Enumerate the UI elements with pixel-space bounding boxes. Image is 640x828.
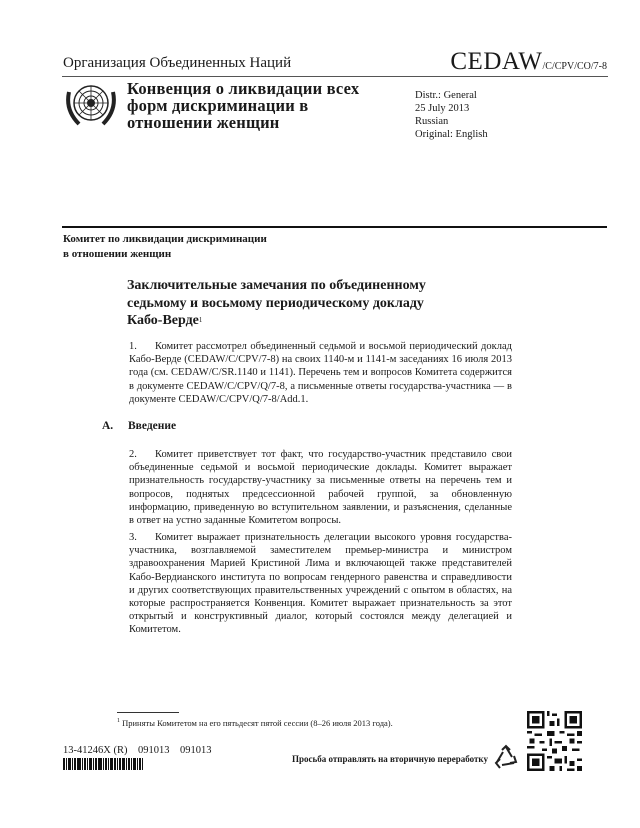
qr-code-icon <box>527 711 582 771</box>
paragraph-1 <box>129 340 512 406</box>
header-rule <box>62 76 608 77</box>
un-emblem-icon <box>63 80 119 130</box>
paragraph-text: Комитет выражает признательность делегации высокого уровня государства-участника, возглавляемой заместителем премьер-министра и министром здравоохранения Марией Кристиной Лима и включающей также представителей Кабо-Вердианского института по вопросам гендерного равенства и справедливости и других соответствующих правительственных учреждений с опытом в областях, на которые распространяется Конвенция. Комитет выражает признательность за этот открытый и конструктивный диалог, который состоялся между делегацией и Комитетом. <box>129 532 512 636</box>
convention-title <box>127 80 359 131</box>
barcode-icon <box>63 758 161 770</box>
paragraph-number: 3. <box>129 532 137 543</box>
footnote <box>117 718 393 728</box>
paragraph-2 <box>129 448 512 527</box>
committee-name <box>63 232 267 262</box>
job-number: 13-41246X (R) 091013 091013 <box>63 745 212 756</box>
document-title <box>127 277 426 330</box>
committee-line: в отношении женщин <box>63 248 172 260</box>
committee-line: Комитет по ликвидации дискриминации <box>63 233 267 245</box>
footnote-number: 1 <box>117 718 120 725</box>
organization-name: Организация Объединенных Наций <box>63 55 292 71</box>
symbol-suffix: /C/CPV/CO/7-8 <box>542 61 607 72</box>
recycle-icon <box>492 744 520 772</box>
committee-rule <box>62 226 607 228</box>
document-symbol <box>450 48 607 76</box>
date-line: 25 July 2013 <box>415 103 470 114</box>
distribution-line: Distr.: General <box>415 90 477 101</box>
title-line: Кабо-Верде <box>127 313 199 328</box>
paragraph-text: Комитет рассмотрел объединенный седьмой и восьмой периодический доклад Кабо-Верде (CEDAW/C/CPV/7-8) на своих 1140-м и 1141-м заседаниях 16 июля 2013 года (см. CEDAW/C/SR.1140 и 1141). Перечень тем и вопросов Комитета содержится в документе CEDAW/C/CPV/Q/7-8, а письменные ответы государства-участника — в документе CEDAW/C/CPV/Q/7-8/Add.1. <box>129 341 512 405</box>
section-letter: A. <box>102 420 114 432</box>
convention-title-line: Конвенция о ликвидации всех <box>127 79 360 98</box>
section-heading <box>102 420 176 432</box>
convention-title-line: отношении женщин <box>127 113 280 132</box>
recycle-notice: Просьба отправлять на вторичную переработку <box>292 754 488 764</box>
section-title: Введение <box>128 420 177 432</box>
footnote-text: Приняты Комитетом на его пятьдесят пятой сессии (8–26 июля 2013 года). <box>122 718 393 728</box>
paragraph-number: 2. <box>129 449 137 460</box>
footnote-rule <box>117 712 179 713</box>
distribution-block <box>415 89 488 141</box>
original-language-line: Original: English <box>415 129 488 140</box>
paragraph-text: Комитет приветствует тот факт, что государство-участник представило свои объединенные седьмой и восьмой периодические доклады. Комитет выражает признательность государству-участнику за письменные ответы на перечень тем и вопросов, поднятых предсессионной рабочей группой, за обновленную информацию, приведенную во вступительном заявлении, и разъяснения, сделанные в ответ на устно заданные Комитетом вопросы. <box>129 449 512 527</box>
footnote-ref[interactable]: 1 <box>198 316 203 324</box>
title-line: Заключительные замечания по объединенному <box>127 278 426 293</box>
symbol-main: CEDAW <box>450 48 543 75</box>
paragraph-number: 1. <box>129 341 137 352</box>
title-line: седьмому и восьмому периодическому докладу <box>127 295 424 311</box>
paragraph-3 <box>129 531 512 637</box>
convention-title-line: форм дискриминации в <box>127 96 309 115</box>
language-line: Russian <box>415 116 449 127</box>
